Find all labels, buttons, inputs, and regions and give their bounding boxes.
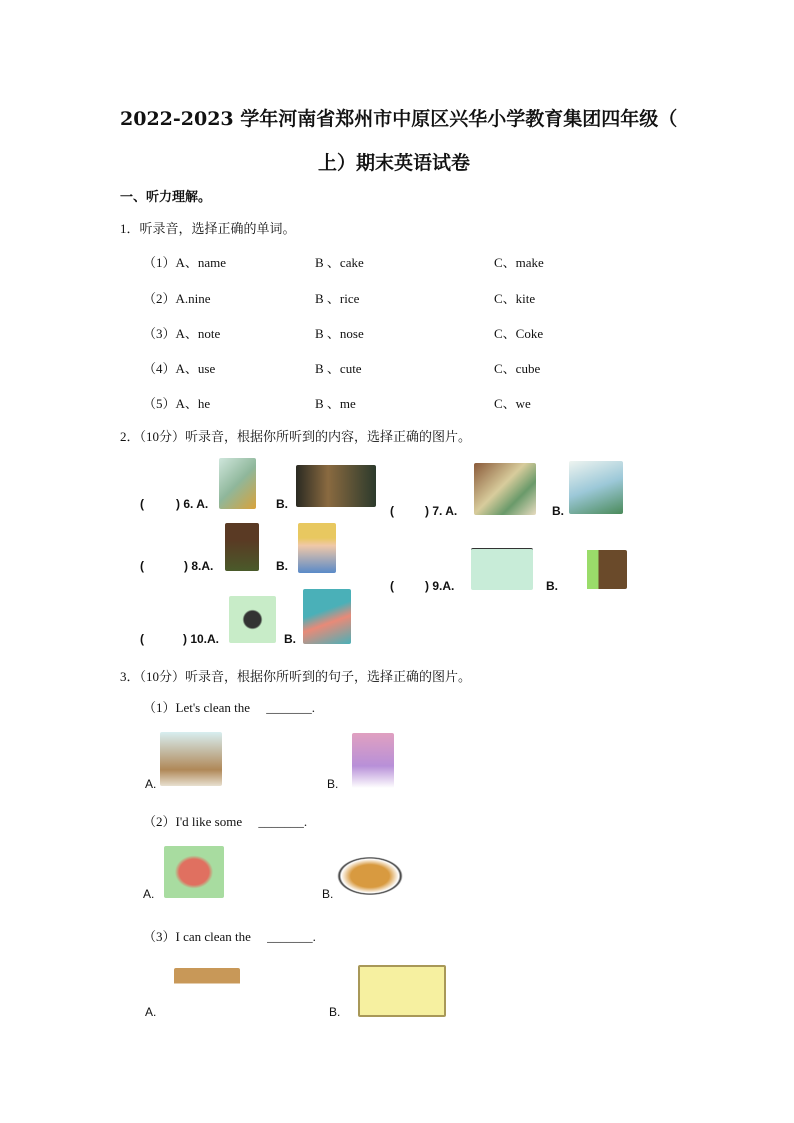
image-6b xyxy=(296,465,376,507)
image-8a xyxy=(225,523,259,571)
image-7a xyxy=(474,463,536,515)
image-6a xyxy=(219,458,256,509)
q1-option: （4）A、use xyxy=(143,361,216,376)
option-b-label: B. xyxy=(327,777,339,791)
image-fish xyxy=(164,846,224,898)
q1-option: （5）A、he xyxy=(143,396,211,411)
q1-option: B 、me xyxy=(315,396,356,411)
q1-option: C、Coke xyxy=(494,326,544,341)
image-8b xyxy=(298,523,336,573)
q1-option: （1）A、name xyxy=(143,255,227,270)
title-line1: 2022-2023 学年河南省郑州市中原区兴华小学教育集团四年级（ xyxy=(120,108,678,130)
image-7b xyxy=(569,461,623,514)
image-classroom xyxy=(160,732,222,786)
q3-sentence-1: （1）Let's clean the _______. xyxy=(143,700,316,715)
q1-option: B 、cake xyxy=(315,255,364,270)
image-door xyxy=(358,965,446,1017)
option-b-label: B. xyxy=(322,887,334,901)
image-bedroom xyxy=(352,733,394,788)
option-b-label: B. xyxy=(546,579,558,593)
answer-paren: ( xyxy=(140,632,144,646)
image-10b xyxy=(303,589,351,644)
q1-prompt: 1．听录音，选择正确的单词。 xyxy=(120,221,296,236)
q1-option: （2）A.nine xyxy=(143,291,211,306)
q1-option: C、cube xyxy=(494,361,541,376)
option-a-label: A. xyxy=(145,777,157,791)
q3-sentence-2: （2）I'd like some _______. xyxy=(143,814,308,829)
item-9-label: ) 9.A. xyxy=(425,579,455,593)
item-10-label: ) 10.A. xyxy=(183,632,220,646)
q1-option: C、kite xyxy=(494,291,536,306)
option-b-label: B. xyxy=(329,1005,341,1019)
q1-option: C、we xyxy=(494,396,531,411)
option-a-label: A. xyxy=(145,1005,157,1019)
q1-option: B 、cute xyxy=(315,361,362,376)
q1-option: C、make xyxy=(494,255,544,270)
image-9b xyxy=(570,550,627,589)
title-line2: 上）期末英语试卷 xyxy=(318,152,471,174)
answer-paren: ( xyxy=(140,497,144,511)
q1-option: B 、rice xyxy=(315,291,360,306)
image-desk xyxy=(174,968,240,1012)
image-9a xyxy=(471,548,533,590)
item-7-label: ) 7. A. xyxy=(425,504,458,518)
q1-option: B 、nose xyxy=(315,326,364,341)
answer-paren: ( xyxy=(140,559,144,573)
option-b-label: B. xyxy=(552,504,564,518)
item-6-label: ) 6. A. xyxy=(176,497,209,511)
option-b-label: B. xyxy=(284,632,296,646)
answer-paren: ( xyxy=(390,579,394,593)
item-8-label: ) 8.A. xyxy=(184,559,214,573)
section-heading: 一、听力理解。 xyxy=(120,189,212,204)
image-chicken xyxy=(336,856,404,896)
q3-sentence-3: （3）I can clean the _______. xyxy=(143,929,316,944)
image-10a xyxy=(229,596,276,643)
option-b-label: B. xyxy=(276,559,288,573)
q2-prompt: 2．（10分）听录音，根据你所听到的内容，选择正确的图片。 xyxy=(120,429,472,444)
answer-paren: ( xyxy=(390,504,394,518)
option-b-label: B. xyxy=(276,497,288,511)
q1-option: （3）A、note xyxy=(143,326,221,341)
q3-prompt: 3．（10分）听录音，根据你所听到的句子，选择正确的图片。 xyxy=(120,669,472,684)
option-a-label: A. xyxy=(143,887,155,901)
